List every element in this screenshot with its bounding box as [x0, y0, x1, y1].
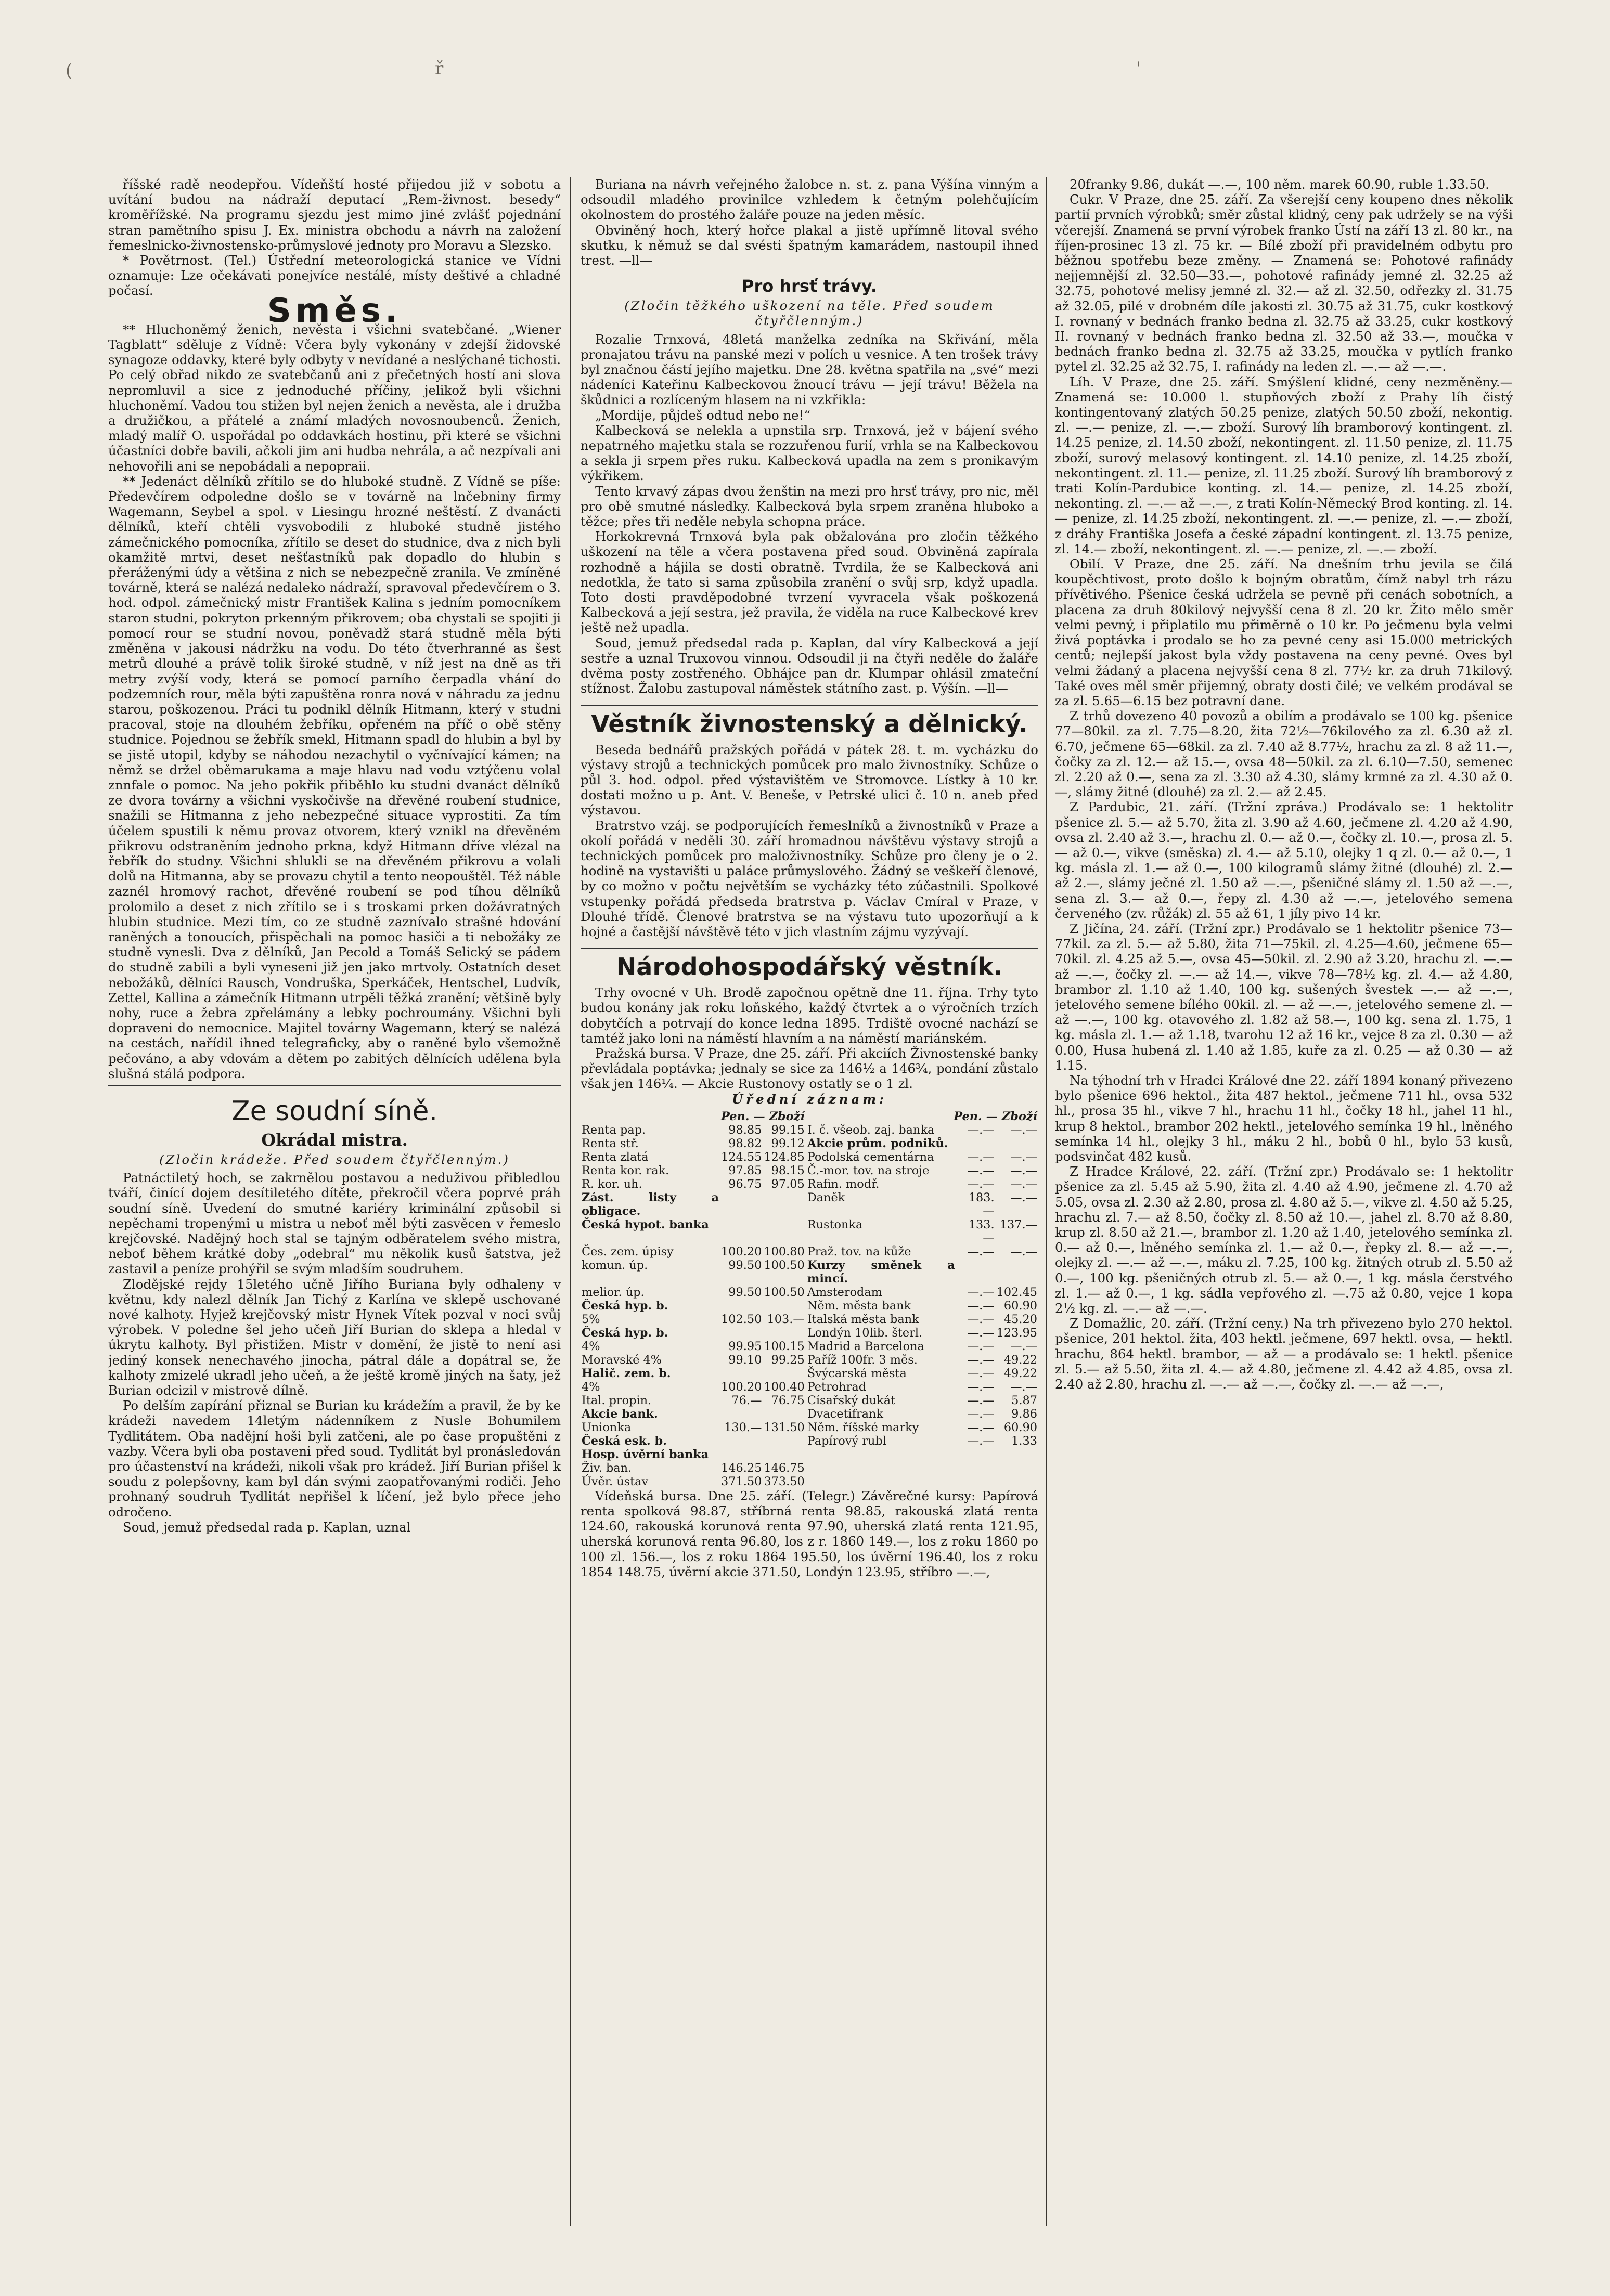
table-row: [581, 1394, 1038, 1407]
table-cell: Rustonka: [806, 1218, 956, 1245]
table-cell: —.—: [1010, 1150, 1037, 1164]
weather-report: * Povětrnost. (Tel.) Ústřední meteorologická stanice ve Vídni oznamuje: Lze očekávati ponejvíce nestálé, místy deštivé a chladné počasí.: [108, 253, 561, 299]
market-report: Z Hradce Králové, 22. září. (Tržní zpr.) Prodávalo se: 1 hektolitr pšenice za zl. 5.45 až 5.90, žita zl. 4.40 až 4.90, ječmene zl. 4.70 až 5.05, ovsa zl. 2.30 až 2.80, prosa zl. 4.80 až 5.—, vikve zl. 4.50 až 5.25, hrachu zl. 7.— až 8.50, čočky zl. 8.50 až 10.—, jahel zl. 8.70 až 8.80, krup zl. 8.50 až 21.—, brambor zl. 1.20 až 1.40, jetelového semínka zl. 0.— až 0.—, lněného semínka zl. 1.— až 0.—, řepky zl. 8.— až —.—, olejky zl. —.— až —.—, máku zl. 7.25, 100 kg. žitných otrub zl. 5.50 až 0.—, 100 kg. pšeničných otrub zl. 5.— až 0.—, 1 kg. másla čerstvého zl. 1.— až 0.—, 1 kg. sádla vepřového zl. —.75 až 0.80, vejce 1 kopa 2¹⁄₂ kg. zl. —.— až —.—.: [1055, 1164, 1513, 1316]
table-cell: [763, 1448, 806, 1461]
table-cell: —.—: [967, 1434, 995, 1448]
table-cell: 123.95: [996, 1326, 1037, 1340]
table-cell: Moravské 4%: [582, 1353, 662, 1367]
column-2: [581, 177, 1038, 2226]
news-item: Beseda bednářů pražských pořádá v pátek 28. t. m. vycházku do výstavy strojů a technických pomůcek pro malo živnostníky. Schůze o půl 3. hod. odpol. před výstavištěm ve Stromovce. Lístky à 10 kr. dostati možno u p. Ant. V. Beneše, v Petrské ulici č. 10 n. aneb před výstavou.: [581, 742, 1038, 818]
table-cell: —.—: [1010, 1123, 1037, 1137]
table-cell: Unionka: [582, 1420, 632, 1434]
table-row: [581, 1137, 1038, 1150]
section-heading-court: Ze soudní síně.: [231, 1095, 437, 1127]
table-cell: Papírový rubl: [806, 1434, 956, 1448]
market-report: Z Domažlic, 20. září. (Tržní ceny.) Na trh přivezeno bylo 270 hektol. pšenice, 201 hektol. žita, 403 hektl. ječmene, 697 hektl. ovsa, — hektl. hrachu, 864 hektl. brambor, — až — a prodávalo se: 1 hektl. pšenice zl. 5.— až 5.50, žita zl. 4.— až 4.80, ječmene zl. 4.42 až 4.85, ovsa zl. 2.40 až 2.80, hrachu zl. —.— až —.—, čočky zl. —.— až —.—,: [1055, 1316, 1513, 1392]
news-item: Trhy ovocné v Uh. Brodě započnou opětně dne 11. října. Trhy tyto budou konány jak roku loňského, každý čtvrtek a o výročních trzích dobytčích a potrvají do konce ledna 1895. Trdiště ovocné nachází se tamtéž jako loni na náměstí hlavním a na náměstí mariánském.: [581, 985, 1038, 1046]
table-cell: Něm. říšské marky: [806, 1421, 956, 1434]
table-cell: [763, 1218, 806, 1245]
table-cell: Česká hypot. banka: [582, 1217, 709, 1231]
table-cell: Daněk: [806, 1191, 956, 1218]
table-row: [581, 1421, 1038, 1434]
table-cell: 49.22: [1003, 1366, 1037, 1380]
column-1: [108, 177, 561, 2226]
table-cell: Hosp. úvěrní banka: [582, 1447, 709, 1461]
section-heading-economy: Národohospodářský věstník.: [581, 948, 1038, 981]
table-cell: 99.15: [771, 1123, 805, 1137]
table-cell: 130.—: [724, 1420, 762, 1434]
table-cell: —.—: [967, 1285, 995, 1299]
table-cell: 146.25: [721, 1461, 762, 1475]
table-cell: —.—: [967, 1299, 995, 1313]
table-cell: 100.15: [764, 1339, 805, 1353]
table-cell: 133.—: [968, 1217, 995, 1245]
table-cell: [763, 1191, 806, 1218]
table-cell: [806, 1448, 956, 1461]
table-cell: I. č. všeob. zaj. banka: [806, 1123, 956, 1137]
table-cell: 102.45: [996, 1285, 1037, 1299]
table-cell: [763, 1326, 806, 1340]
market-report: Z Jičína, 24. září. (Tržní zpr.) Prodávalo se 1 hektolitr pšenice 73—77kil. za zl. 5.— až 5.80, žita 71—75kil. zl. 4.25—4.60, ječmene 65—70kil. zl. 4.25 až 5.—, ovsa 45—50kil. zl. 2.90 až 3.20, hrachu zl. —.— až —.—, čočky zl. —.— až 14.—, vikve 78—78¹⁄₂ kg. zl. 4.— až 4.80, brambor zl. 1.10 až 1.40, 100 kg. sušených švestek —.— až —.—, jetelového semene bílého 00kil. zl. — až —.—, jetelového semene zl. — až —.—, 100 kg. otavového zl. 1.82 až 58.—, 100 kg. sena zl. 1.75, 1 kg. másla zl. 1.— až 1.18, tvarohu 12 až 16 kr., vejce 8 za zl. 0.30 — až 0.00, Husa hubená zl. 1.40 až 1.85, kuře za zl. 0.25 — až 0.30 — až 1.15.: [1055, 920, 1513, 1073]
table-row: [581, 1177, 1038, 1191]
table-row: [581, 1475, 1038, 1488]
table-cell: 124.55: [721, 1150, 762, 1164]
article-text: Horkokrevná Trnxová byla pak obžalována pro zločin těžkého uškození na těle a včera postavena před soud. Obviněná zapírala rozhodně a hájila se dosti obratně. Tvrdila, že se Kalbecková ani nedotkla, že tato si sama způsobila zranění o svůj srp, když upadla. Toto dosti pravděpodobné tvrzení vyvracela však poškozená Kalbecková a její sestra, jež pravila, že viděla na ruce Kalbeckové krev ještě než upadla.: [581, 529, 1038, 635]
table-cell: —.—: [967, 1163, 995, 1177]
exchange-rates-table: [581, 1110, 1038, 1488]
article-text: Obviněný hoch, který hořce plakal a jistě upřímně litoval svého skutku, k němuž se dal svésti špatným kamarádem, nastoupil ihned trest. —ll—: [581, 222, 1038, 268]
table-row: [581, 1367, 1038, 1380]
table-cell: 124.85: [764, 1150, 805, 1164]
table-cell: —.—: [1010, 1163, 1037, 1177]
table-cell: R. kor. uh.: [582, 1177, 642, 1191]
table-row: [581, 1123, 1038, 1137]
table-cell: 5.87: [1011, 1393, 1037, 1407]
table-cell: Zást. listy a obligace.: [582, 1190, 719, 1218]
table-cell: 60.90: [1003, 1299, 1037, 1313]
table-cell: 96.75: [728, 1177, 762, 1191]
divider: [108, 1085, 561, 1086]
table-cell: komun. úp.: [582, 1258, 648, 1272]
table-cell: —.—: [967, 1420, 995, 1434]
news-item: Pražská bursa. V Praze, dne 25. září. Při akciích Živnostenské banky převládala poptávka; jednaly se sice za 146¹⁄₂ a 146³⁄₄, pondání zůstalo však jen 146¹⁄₄. — Akcie Rustonovy ostatly se o 1 zl.: [581, 1045, 1038, 1092]
table-cell: 99.10: [728, 1353, 762, 1367]
table-cell: [996, 1137, 1038, 1150]
table-cell: Živ. ban.: [582, 1461, 632, 1475]
table-cell: 97.05: [771, 1177, 805, 1191]
table-cell: 100.50: [764, 1285, 805, 1299]
table-cell: Akcie bank.: [582, 1407, 658, 1421]
table-cell: 98.15: [771, 1163, 805, 1177]
table-cell: [996, 1259, 1038, 1286]
article-text: říšské radě neodepřou. Vídeňští hosté přijedou již v sobotu a uvítání budou na nádraží deputací „Rem-živnost. besedy“ kroměřížské. Na programu sjezdu jest mimo jiné zvlášť pojednání stran pamětního spisu J. Ex. ministra obchodu a návrh na založení řemeslnicko-živnostensko-průmyslové jednoty pro Moravu a Slezsko.: [108, 177, 561, 253]
table-cell: 98.85: [728, 1123, 762, 1137]
table-cell: —.—: [967, 1177, 995, 1191]
table-cell: Císařský dukát: [806, 1394, 956, 1407]
table-cell: 76.—: [731, 1393, 762, 1407]
table-cell: Ital. propin.: [582, 1393, 652, 1407]
table-row: [581, 1326, 1038, 1340]
table-cell: 9.86: [1011, 1407, 1037, 1421]
market-report: Z Pardubic, 21. září. (Tržní zpráva.) Prodávalo se: 1 hektolitr pšenice zl. 5.— až 5.70, žita zl. 3.90 až 4.60, ječmene zl. 4.20 až 4.90, ovsa zl. 2.40 až 3.—, hrachu zl. 0.— až 0.—, čočky zl. 10.—, prosa zl. 5.— až 0.—, vikve (směska) zl. 4.— až 5.10, olejky 1 q zl. 0.— až 0.—, 1 kg. másla zl. 1.— až 0.—, 100 kilogramů slámy žitné (dlouhé) zl. 2.— až 2.—, slámy ječné zl. 1.50 až —.—, pšeničné slámy zl. 1.50 až —.—, sena zl. 3.— až 0.—, řepy zl. 4.30 až —.—, jetelového semena červeného (zv. růžák) zl. 55 až 61, 1 jíly pivo 14 kr.: [1055, 799, 1513, 921]
table-cell: Čes. zem. úpisy: [582, 1244, 674, 1259]
table-cell: 98.82: [728, 1136, 762, 1150]
table-cell: Švýcarská města: [806, 1367, 956, 1380]
article-subtitle: (Zločin krádeže. Před soudem čtyřčlenným.): [159, 1151, 510, 1167]
table-cell: Česká esk. b.: [582, 1434, 667, 1448]
market-report: Z trhů dovezeno 40 povozů a obilím a prodávalo se 100 kg. pšenice 77—80kil. za zl. 7.75—8.20, žita 72¹⁄₂—76kilového za zl. 6.30 až zl. 6.70, ječmene 65—68kil. za zl. 7.40 až 8.77¹⁄₂, hrachu za zl. 8 až 11.—, čočky za zl. 12.— až 15.—, ovsa 48—50kil. za zl. 6.10—7.50, semenec zl. 2.20 až 0.—, sena za zl. 3.30 až 4.30, slámy krmné za zl. 4.30 až 0.—, slámy žitné (dlouhé) za zl. 2.— až 2.45.: [1055, 708, 1513, 800]
table-cell: 99.12: [771, 1136, 805, 1150]
table-cell: 99.50: [728, 1258, 762, 1272]
news-item: ** Jedenáct dělníků zřítilo se do hluboké studně. Z Vídně se píše: Předevčírem odpoledne došlo se v továrně na lnčebniny firmy Wagemann, Seybel a spol. v Liesingu hrozné neštěstí. Z dvanácti dělníků, kteří chtěli vysvobodili z hluboké studně jistého zámečnického pomocníka, zřítilo se deset do studnice, dva z nich byli okamžitě mrtvi, deset nešťastníků pak dopadlo do hlubin s přeráženými údy a většina z nich se nebezpečně zranila. Ve zmíněné továrně, která se nalézá nedaleko nádraží, spravoval předevčírem o 3. hod. odpol. zámečnický mistr František Kalina s jedním pomocníkem staron studni, pokryton prkenným přikrovem; oba chystali se spojiti ji pomocí rour se studní novou, poněvadž stará studně měla býti změněna v jakousi nádržku na vodu. Do této čtverhranné as šest metrů dlouhé a právě tolik široké studně, v níž jest na dně as tři metry zvýší vody, která se pomocí parního čerpadla vhání do podzemních rour, měla býti zapuštěna ronra nová v náhradu za jednu starou, poškozenou. Práci tu podnikl dělník Hitmann, který v studni pracoval, stoje na dlouhém žebříku, opřeném na příč o obě stěny studnice. Pojednou se žebřík smekl, Hitmann spadl do hlubin a byl by se jistě utopil, kdyby se náhodou nezachytil o vyčnívající kámen; na němž se držel oběmarukama a maje hlavu nad vodu vztýčenu volal znnfale o pomoc. Na jeho pokřik přiběhlo ku studni dvanáct dělníků ze dvora továrny a všichni vyskočivše na dřevěné roubení studnice, snažili se Hitmanna z jeho nebezpečné situace vyprostiti. Za tím účelem spustili k němu provaz otvorem, který vznikl na dřevěném přikrovu odstraněním jednoho prkna, když Hitmann dříve vlézal na řebřík do studny. Všichni shlukli se na dřevěném přikrovu a volali dolů na Hitmanna, aby se provazu chytil a tento neopouštěl. Též náble zaznél hromový rachot, dřevěné roubení se pod tíhou dělníků prolomilo a deset z nich zřítilo se i s troskami prken dožávratných hlubin studnice. Mezi tím, co ze studně zaznívalo strašné hdování raněných a tonoucích, přispěchali na pomoc hasiči a ti nebožáky ze studně vynesli. Dva z dělníků, Jan Pecold a Tomáš Selický se pádem do studně zabili a byli vyneseni již jen jako mrtvoly. Ostatních deset nebožáků, dělníci Rausch, Vondruška, Sperkáček, Hentschel, Ludvík, Zettel, Kallina a zámečník Hitmann utrpěli těžká zranění; většině byly nohy, ruce a žebra zpřelámány a lebky pochroumány. Všichni byli dopraveni do nemocnice. Majitel továrny Wagemann, který se nalézá na cestách, nařídil ihned telegraficky, aby o raněné bylo všemožně pečováno, a aby vdovám a dětem po zabitých dělnících udělena byla slušná stálá podpora.: [108, 473, 561, 1081]
table-cell: Italská města bank: [806, 1313, 956, 1326]
table-cell: 49.22: [1003, 1353, 1037, 1367]
table-cell: Madrid a Barcelona: [806, 1340, 956, 1353]
article-text: Po delším zapírání přiznal se Burian ku krádežím a pravil, že by ke krádeži navedem 14letým nádenníkem z Nusle Bohumilem Tydlitátem. Oba nadějní hoši byli zatčeni, ale po čase propuštěni z vazby. Včera byli oba postaveni před soud. Tydlitát byl pronásledován pro účastenství na krádeži, nikoli však pro krádež. Jiří Burian přišel k soudu z polepšovny, kam byl dán svými zaopatřovanými rodiči. Jeho prohnaný soudruh Tydlitát nepřišel k líčení, jež bylo přece jeho odročeno.: [108, 1398, 561, 1520]
table-cell: [720, 1367, 763, 1380]
table-cell: —.—: [967, 1244, 995, 1259]
column-rule-1: [570, 177, 571, 2226]
table-cell: 99.25: [771, 1353, 805, 1367]
table-row: [581, 1299, 1038, 1313]
table-cell: —.—: [967, 1326, 995, 1340]
table-cell: Rafin. modř.: [806, 1177, 956, 1191]
table-cell: [720, 1326, 763, 1340]
table-cell: Česká hyp. b.: [582, 1299, 668, 1313]
table-row: [581, 1164, 1038, 1177]
table-cell: Renta zlatá: [582, 1150, 649, 1164]
table-cell: —.—: [967, 1312, 995, 1326]
table-cell: Renta kor. rak.: [582, 1163, 669, 1177]
table-cell: melior. úp.: [582, 1285, 645, 1299]
table-cell: 76.75: [771, 1393, 805, 1407]
table-cell: 97.85: [728, 1163, 762, 1177]
article-text: Soud, jemuž předsedal rada p. Kaplan, uznal: [123, 1519, 411, 1535]
market-report: Na týhodní trh v Hradci Králové dne 22. září 1894 konaný přivezeno bylo pšenice 696 hektol., žita 487 hektol., ječmene 711 hl., ovsa 532 hl., prosa 35 hl., vikve 7 hl., hrachu 11 hl., čočky 18 hl., jahel 11 hl., krup 8 hektol., brambor 202 hektl., jetelového semínka 19 hl., lněného semínka 14 hl., olejky 3 hl., máku 2 hl., bobů 0 hl., bylo 53 kusů, podsvinčat 482 kusů.: [1055, 1072, 1513, 1164]
margin-mark-left: (: [66, 60, 73, 81]
market-report: Cukr. V Praze, dne 25. září. Za všerejší ceny koupeno dnes několik partií prvních výrobků; směr zůstal klidný, ceny pak udržely se na výši včerejší. Znamená se první výrobek franko Ústí na září 13 zl. 80 kr., na říjen-prosinec 13 zl. 75 kr. — Bílé zboží při pravidelném odbytu pro běžnou spotřebu beze změny. — Znamená se: Pohotové rafinády nejjemnější zl. 32.50—33.—, pohotové rafinády jemné zl. 32.25 až 32.75, pohotové melisy jemné zl. 32.— až zl. 32.50, odřezky zl. 31.75 až 32.05, pilé v drobném díle jakosti zl. 30.75 až 31.75, cukr kostkový I. rovnaný v bednách franko bedna zl. 32.75 až 33.25, cukr kostkový II. rovnaný v bednách franko bedna zl. 32.50 až 33.—, moučka v bednách franko bedna zl. 32.75 až 33.25, moučka v pytlích franko pytel zl. 32.25 až 32.75, I. rafinády na leden zl. —.— až —.—.: [1055, 192, 1513, 374]
table-row: [581, 1353, 1038, 1367]
table-cell: [720, 1218, 763, 1245]
article-text: „Mordije, půjdeš odtud nebo ne!“: [595, 407, 810, 423]
table-cell: [720, 1299, 763, 1313]
table-cell: [720, 1448, 763, 1461]
rates-table: [581, 1110, 1038, 1488]
table-cell: —.—: [1010, 1380, 1037, 1394]
table-header-cell: Pen. — Zboží: [806, 1110, 1038, 1123]
table-cell: [720, 1191, 763, 1218]
table-cell: 137.—: [999, 1217, 1037, 1231]
table-cell: Úvěr. ústav: [582, 1474, 649, 1488]
margin-mark-right: ': [1136, 58, 1141, 79]
table-cell: Č.-mor. tov. na stroje: [806, 1164, 956, 1177]
table-cell: [996, 1448, 1038, 1461]
market-report: Obilí. V Praze, dne 25. září. Na dnešním trhu jevila se čilá koupěchtivost, proto došlo k bojným obratům, čímž nabyl trh rázu přívětivého. Pšenice česká udržela se pevně při cenách sobotních, a placena za druh 80kilový nejvyšší cena 8 zl. 20 kr. Žito mělo směr velmi pevný, i připlatilo mu přiměrně o 10 kr. Po ječmenu byla velmi živá poptávka i prodalo se ho za pevné ceny asi 15.000 metrických centů; nejlepší jakost byla vždy postavena na ceny pevné. Oves byl velmi žádaný a placena nejvyšší cena 8 zl. 77¹⁄₂ kr. za druh 71kilový. Také oves měl směr přijemný, obraty dosti čilé; ve velkém prodával se za zl. 5.65—6.15 bez potravní dane.: [1055, 556, 1513, 708]
table-cell: 371.50: [721, 1474, 762, 1488]
table-cell: [720, 1434, 763, 1448]
table-cell: 5%: [582, 1312, 600, 1326]
table-cell: Amsterodam: [806, 1286, 956, 1299]
table-header-cell: Pen. — Zboží: [721, 1109, 805, 1123]
table-cell: —.—: [967, 1150, 995, 1164]
article-title: Pro hrsť trávy.: [741, 276, 877, 296]
table-row: [581, 1150, 1038, 1164]
table-cell: 100.20: [721, 1244, 762, 1259]
table-cell: [806, 1475, 956, 1488]
table-cell: Halič. zem. b.: [582, 1366, 671, 1380]
news-item: 20franky 9.86, dukát —.—, 100 něm. marek 60.90, ruble 1.33.50.: [1070, 177, 1489, 192]
table-cell: 146.75: [764, 1461, 805, 1475]
table-cell: [956, 1475, 996, 1488]
table-cell: [806, 1461, 956, 1475]
table-cell: Petrohrad: [806, 1380, 956, 1394]
table-row: [581, 1218, 1038, 1245]
table-cell: 4%: [582, 1380, 600, 1394]
article-text: Soud, jemuž předsedal rada p. Kaplan, dal víry Kalbecková a její sestře a uznal Truxovou vinnou. Odsoudil ji na čtyři neděle do žaláře dvěma posty zostřeného. Obhájce pan dr. Klumpar ohlásil zmateční stížnost. Žalobu zastupoval náměstek státního zast. p. Výšín. —ll—: [581, 635, 1038, 696]
article-text: Rozalie Trnxová, 48letá manželka zedníka na Skřivání, měla pronajatou trávu na panské mezi v polích u vesnice. A ten trošek trávy byl značnou částí jejího majetku. Dne 28. května spatřila na „své“ mezi nádeníci Kateřinu Kalbeckovou žnoucí trávu — její trávu! Běžela na škůdnici a rozlíceným hlasem na ni vzkřikla:: [581, 331, 1038, 408]
table-row: [581, 1259, 1038, 1286]
table-cell: [956, 1137, 996, 1150]
table-cell: 373.50: [764, 1474, 805, 1488]
table-cell: 45.20: [1003, 1312, 1037, 1326]
table-row: [581, 1191, 1038, 1218]
table-cell: 183.—: [968, 1190, 995, 1218]
table-cell: 103.—: [767, 1312, 805, 1326]
table-cell: —.—: [1010, 1339, 1037, 1353]
section-heading-smes: Směs.: [267, 291, 402, 330]
table-cell: [956, 1448, 996, 1461]
table-cell: 131.50: [764, 1420, 805, 1434]
table-cell: —.—: [967, 1393, 995, 1407]
table-cell: Dvacetifrank: [806, 1407, 956, 1421]
table-cell: Něm. města bank: [806, 1299, 956, 1313]
table-cell: 60.90: [1003, 1420, 1037, 1434]
column-rule-2: [1046, 177, 1047, 2226]
table-cell: 1.33: [1011, 1434, 1037, 1448]
table-cell: 99.50: [728, 1285, 762, 1299]
table-row: [581, 1461, 1038, 1475]
table-cell: 100.20: [721, 1380, 762, 1394]
table-cell: Akcie prům. podniků.: [806, 1137, 956, 1150]
table-row: [581, 1434, 1038, 1448]
table-cell: [720, 1407, 763, 1421]
news-item: ** Hluchoněmý ženich, nevěsta i všichni svatebčané. „Wiener Tagblatt“ sděluje z Vídně: Včera byly vykonány v zdejší židovské synagoze oddavky, které byly odbyty v nevídané a neslýchané tichosti. Po celý obřad nikdo ze svatebčanů ani z přečetných hostí ani slova nepromluvil a sice z jednoduché příčiny, jelikož byli všichni hluchoněmí. Vadou tou stižen byl nejen ženich a nevěsta, ale i družba a družičkou, a přátelé a známí mladých novosnoubenců. Ženich, mladý malíř O. uspořádal po oddavkách hostinu, při které se všichni účastníci dobře bavili, ačkoli jim ani hudba nehrála, a ač nezpívali ani nehovořili ani se nepobádali a nepopraii.: [108, 321, 561, 474]
table-cell: Česká hyp. b.: [582, 1326, 668, 1340]
table-cell: Kurzy směnek a mincí.: [806, 1259, 956, 1286]
table-header-row: [581, 1110, 1038, 1123]
table-cell: 102.50: [721, 1312, 762, 1326]
news-item: Vídeňská bursa. Dne 25. září. (Telegr.) Závěrečné kursy: Papírová renta spolková 98.87, stříbrná renta 98.85, rakouská zlatá renta 124.60, rakouská korunová renta 97.90, uherská zlatá renta 121.95, uherská korunová renta 96.80, los z r. 1860 149.—, los z roku 1860 po 100 zl. 156.—, los z roku 1864 195.50, los úvěrní 196.40, los z roku 1854 148.75, úvěrní akcie 371.50, Londýn 123.95, stříbro —.—,: [581, 1488, 1038, 1579]
table-cell: Podolská cementárna: [806, 1150, 956, 1164]
table-cell: —.—: [967, 1366, 995, 1380]
table-cell: [763, 1407, 806, 1421]
table-cell: [956, 1259, 996, 1286]
column-3: [1055, 177, 1513, 2226]
table-cell: —.—: [967, 1339, 995, 1353]
table-row: [581, 1245, 1038, 1259]
table-cell: Paříž 100fr. 3 měs.: [806, 1353, 956, 1367]
table-cell: Renta stř.: [582, 1136, 639, 1150]
table-cell: —.—: [1010, 1244, 1037, 1259]
table-cell: —.—: [967, 1353, 995, 1367]
table-cell: [996, 1461, 1038, 1475]
table-cell: Praž. tov. na kůže: [806, 1245, 956, 1259]
margin-mark-center: ř: [435, 58, 444, 79]
article-text: Tento krvavý zápas dvou ženštin na mezi pro hrsť trávy, pro nic, měl pro obě smutné následky. Kalbecková byla srpem zraněna hluboko a těžce; přes tři neděle nebyla schopna práce.: [581, 483, 1038, 529]
table-cell: [996, 1475, 1038, 1488]
section-heading-trade: Věstník živnostenský a dělnický.: [581, 705, 1038, 738]
table-row: [581, 1340, 1038, 1353]
article-text: Buriana na návrh veřejného žalobce n. st. z. pana Výšína vinným a odsoudil mladého provinilce vzhledem k četným polehčujícím okolnostem do prostého žaláře pouze na jeden měsíc.: [581, 177, 1038, 223]
table-cell: [763, 1299, 806, 1313]
table-cell: 100.80: [764, 1244, 805, 1259]
table-row: [581, 1313, 1038, 1326]
table-cell: —.—: [967, 1407, 995, 1421]
table-row: [581, 1380, 1038, 1394]
table-cell: —.—: [1010, 1177, 1037, 1191]
table-cell: 99.95: [728, 1339, 762, 1353]
table-cell: —.—: [967, 1123, 995, 1137]
table-cell: —.—: [1010, 1190, 1037, 1204]
table-cell: Londýn 10lib. šterl.: [806, 1326, 956, 1340]
article-text: Zlodějské rejdy 15letého učně Jiřího Buriana byly odhaleny v květnu, kdy nalezl dělník Jan Tichý z Karlína ve sklepě uschované nové kalhoty. Hyjež krejčovský mistr Hynek Vítek pozval v noci svůj výrobek. V poledne šel jeho učeň Jiří Burian do sklepa a hledal v úkrytu kalhoty. Byl přistižen. Mistr v domění, že jistě to není asi jediný konsek nenechavého jinocha, pátral dále a dopátral se, že kalhoty zmizelé ukradl jeho učeň, a že ještě kromě jiných na šaty, jež Burian odcizil v mistrově dílně.: [108, 1276, 561, 1398]
table-row: [581, 1286, 1038, 1299]
article-text: Patnáctiletý hoch, se zakrnělou postavou a neduživou přibledlou tváří, činící dojem desítiletého dítěte, překročil včera poprvé práh soudní síně. Uvedení do smutné kariéry kriminální způsobil si nepěchami tropenými u mistra u neboť měl býti zasvěcen v řemeslo krejčovské. Nadějný hoch stal se tajným odběratelem svého mistra, neboť během krátké doby „odebral“ mu několik kusů šatstva, jež zastavil a peníze prohýřil se svým mladším soudruhem.: [108, 1170, 561, 1277]
table-cell: [763, 1434, 806, 1448]
table-cell: 4%: [582, 1339, 600, 1353]
table-row: [581, 1407, 1038, 1421]
table-cell: 100.50: [764, 1258, 805, 1272]
article-title: Okrádal mistra.: [261, 1130, 408, 1150]
table-cell: [763, 1367, 806, 1380]
market-report: Líh. V Praze, dne 25. září. Smýšlení klidné, ceny nezměněny.— Znamená se: 10.000 l. stupňových zboží z Prahy líh čistý kontingentovaný zlatých 50.25 penize, zlatých 50.50 zboží, nekontig. zl. —.— penize, zl. —.— zboží. Surový líh bramborový kontingent. zl. 14.25 penize, zl. 14.50 zboží, nekontingent. zl. 11.50 penize, zl. 11.75 zboží, surový melasový kontingent. zl. 14.10 penize, zl. 14.25 zboží, nekontingent. zl. 11.— penize, zl. 11.25 zboží. Surový líh bramborový z trati Kolín-Pardubice konting. zl. 14.— penize, zl. 14.25 zboží, nekonting. zl. —.— až —.—, z trati Kolín-Německý Brod konting. zl. 14.— penize, zl. 14.25 zboží, nekontingent. zl. —.— penize, zl. —.— zboží, z dráhy Františka Josefa a české západní kontingent. zl. 13.75 penize, zl. 14.— zboží, nekontingent. zl. —.— penize, zl. —.— zboží.: [1055, 374, 1513, 556]
table-cell: —.—: [967, 1380, 995, 1394]
table-row: [581, 1448, 1038, 1461]
news-item: Bratrstvo vzáj. se podporujících řemeslníků a živnostníků v Praze a okolí pořádá v neděli 30. září hromadnou návštěvu výstavy strojů a technických pomůcek pro maloživnostníky. Schůze pro členy je o 2. hodině na vystavišti u paláce průmyslového. Žádný se veškeří členové, by co možno v počtu největším se vycházky této zúčastnili. Spolkové vstupenky pořádá předseda bratrstva p. Václav Cmíral v Praze, v Dlouhé třídě. Členové bratrstva se na výstavu tuto upozorňují a k hojné a častější návštěvě této v jich vlastním zájmu vyzývají.: [581, 818, 1038, 939]
table-cell: 100.40: [764, 1380, 805, 1394]
table-title: Úřední záznam:: [731, 1091, 887, 1107]
table-cell: [956, 1461, 996, 1475]
article-text: Kalbecková se nelekla a upnstila srp. Trnxová, jež v bájení svého nepatrného majetku stala se rozzuřenou furií, vrhla se na Kalbeckovou a sekla ji srpem přes ruku. Kalbecková upadla na zem s pronikavým výkřikem.: [581, 422, 1038, 484]
table-cell: Renta pap.: [582, 1123, 646, 1137]
article-subtitle: (Zločin těžkého uškození na těle. Před soudem čtyřčlenným.): [624, 298, 995, 329]
